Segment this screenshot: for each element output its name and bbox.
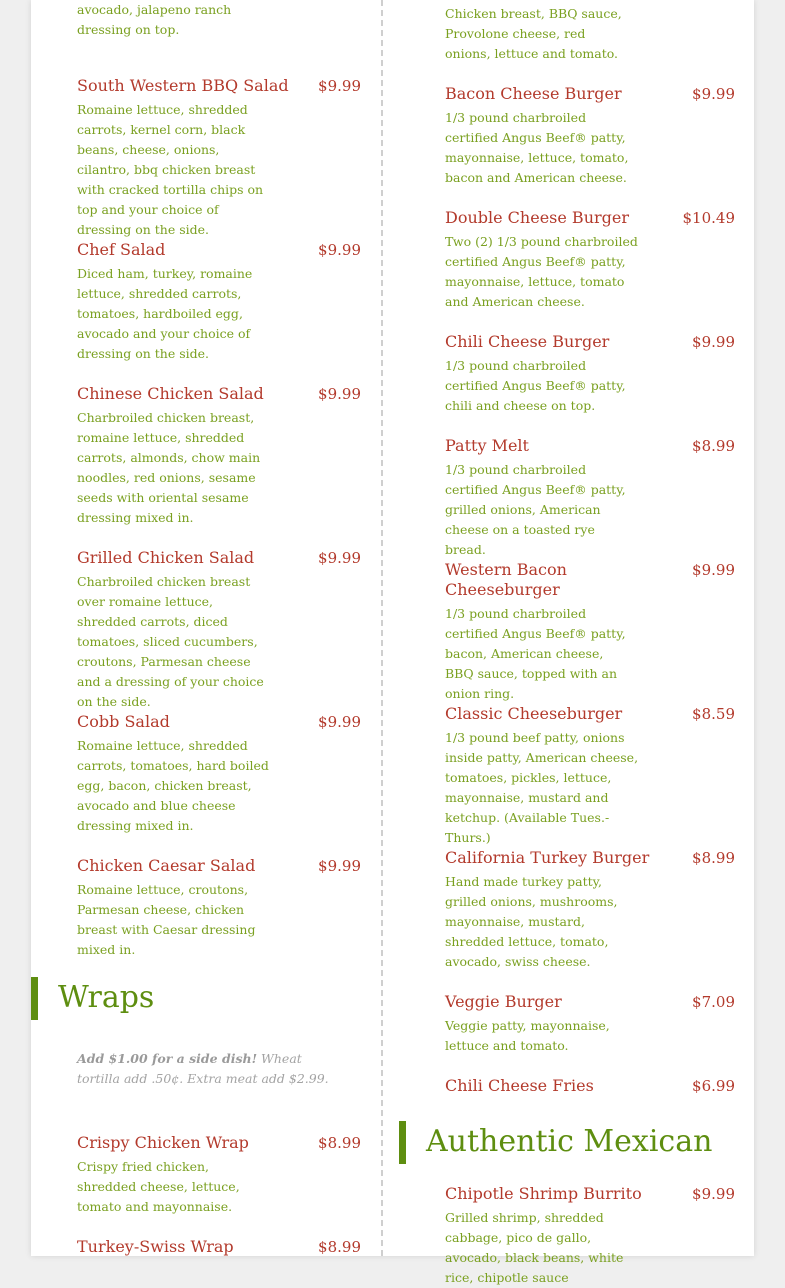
item-description: Two (2) 1/3 pound charbroiled certified Angus Beef® patty, mayonnaise, lettuce, tomato and American cheese. [445,234,638,309]
menu-item [445,84,735,188]
menu-item [77,712,361,836]
menu-item [77,1237,361,1257]
item-name: Chili Cheese Burger [445,332,610,351]
item-price: $8.99 [692,437,735,455]
item-price: $9.99 [692,333,735,351]
item-price: $8.59 [692,705,735,723]
section-title-wraps: Wraps [58,980,155,1015]
menu-item [445,1076,735,1096]
item-price: $9.99 [318,857,361,875]
menu-item [77,548,361,712]
menu-item [77,1133,361,1217]
item-description: Hand made turkey patty, grilled onions, mushrooms, mayonnaise, mustard, shredded lettuce, tomato, avocado, swiss cheese. [445,874,618,969]
menu-item [77,856,361,960]
menu-item [445,848,735,972]
item-name: California Turkey Burger [445,848,650,867]
item-description: Chicken breast, BBQ sauce, Provolone cheese, red onions, lettuce and tomato. [445,6,622,61]
item-price: $9.99 [692,561,735,579]
item-name: Cobb Salad [77,712,170,731]
item-price: $7.09 [692,993,735,1011]
item-price: $9.99 [318,385,361,403]
item-name: Crispy Chicken Wrap [77,1133,249,1152]
item-price: $6.99 [692,1077,735,1095]
section-accent-bar [31,977,38,1020]
section-accent-bar [399,1121,406,1164]
item-name: Chinese Chicken Salad [77,384,264,403]
item-description: 1/3 pound charbroiled certified Angus Beef® patty, chili and cheese on top. [445,358,626,413]
item-price: $8.99 [318,1134,361,1152]
item-description: Veggie patty, mayonnaise, lettuce and tomato. [445,1018,610,1053]
item-price: $10.49 [682,209,735,227]
item-price: $9.99 [692,1185,735,1203]
item-price: $8.99 [318,1238,361,1256]
item-name: Patty Melt [445,436,529,455]
item-name: Veggie Burger [445,992,562,1011]
menu-item [445,436,735,560]
item-description: Charbroiled chicken breast, romaine lettuce, shredded carrots, almonds, chow main noodles, red onions, sesame seeds with oriental sesame dressing mixed in. [77,410,261,525]
item-price: $9.99 [318,713,361,731]
wraps-note-bold: Add $1.00 for a side dish! [77,1051,258,1066]
item-description: 1/3 pound charbroiled certified Angus Beef® patty, grilled onions, American cheese on a toasted rye bread. [445,462,626,557]
item-name: Western Bacon Cheeseburger [445,560,567,599]
item-name: South Western BBQ Salad [77,76,289,95]
menu-item [445,332,735,416]
item-description: Grilled shrimp, shredded cabbage, pico de gallo, avocado, black beans, white rice, chipotle sauce [445,1210,624,1285]
column-divider [381,0,383,1256]
menu-item [445,704,735,848]
menu-item [77,240,361,364]
item-description: 1/3 pound charbroiled certified Angus Beef® patty, bacon, American cheese, BBQ sauce, topped with an onion ring. [445,606,626,701]
section-title-mexican: Authentic Mexican [426,1124,713,1159]
item-name: Double Cheese Burger [445,208,629,227]
item-name: Turkey-Swiss Wrap [77,1237,234,1256]
item-name: Chipotle Shrimp Burrito [445,1184,642,1203]
menu-item-fragment [445,4,645,64]
item-description: Diced ham, turkey, romaine lettuce, shredded carrots, tomatoes, hardboiled egg, avocado and your choice of dressing on the side. [77,266,253,361]
menu-item [77,384,361,528]
menu-item [445,1184,735,1288]
item-description: Crispy fried chicken, shredded cheese, lettuce, tomato and mayonnaise. [77,1159,240,1214]
item-name: Chef Salad [77,240,166,259]
wraps-note-text: Wheat tortilla add .50¢. Extra meat add $2.99. [77,1051,329,1086]
item-description: 1/3 pound beef patty, onions inside patty, American cheese, tomatoes, pickles, lettuce, mayonnaise, mustard and ketchup. (Available Tues.-Thurs.) [445,730,639,845]
item-price: $9.99 [318,241,361,259]
item-description: 1/3 pound charbroiled certified Angus Beef® patty, mayonnaise, lettuce, tomato, bacon and American cheese. [445,110,629,185]
item-name: Chicken Caesar Salad [77,856,256,875]
item-description: Romaine lettuce, shredded carrots, kernel corn, black beans, cheese, onions, cilantro, bbq chicken breast with cracked tortilla chips on top and your choice of dressing on the side. [77,102,264,237]
item-description: avocado, jalapeno ranch dressing on top. [77,2,232,37]
menu-item [445,560,735,704]
menu-item [77,76,361,240]
item-name: Chili Cheese Fries [445,1076,594,1095]
item-price: $8.99 [692,849,735,867]
item-price: $9.99 [318,77,361,95]
item-description: Charbroiled chicken breast over romaine lettuce, shredded carrots, diced tomatoes, sliced cucumbers, croutons, Parmesan cheese and a dressing of your choice on the side. [77,574,264,709]
item-name: Grilled Chicken Salad [77,548,255,567]
item-description: Romaine lettuce, shredded carrots, tomatoes, hard boiled egg, bacon, chicken breast, avocado and blue cheese dressing mixed in. [77,738,269,833]
wraps-note [77,1049,341,1089]
item-name: Classic Cheeseburger [445,704,623,723]
menu-item [445,992,735,1056]
menu-item [445,208,735,312]
item-description: Romaine lettuce, croutons, Parmesan cheese, chicken breast with Caesar dressing mixed in. [77,882,256,957]
item-price: $9.99 [692,85,735,103]
item-price: $9.99 [318,549,361,567]
item-name: Bacon Cheese Burger [445,84,622,103]
menu-item-fragment [77,0,277,40]
